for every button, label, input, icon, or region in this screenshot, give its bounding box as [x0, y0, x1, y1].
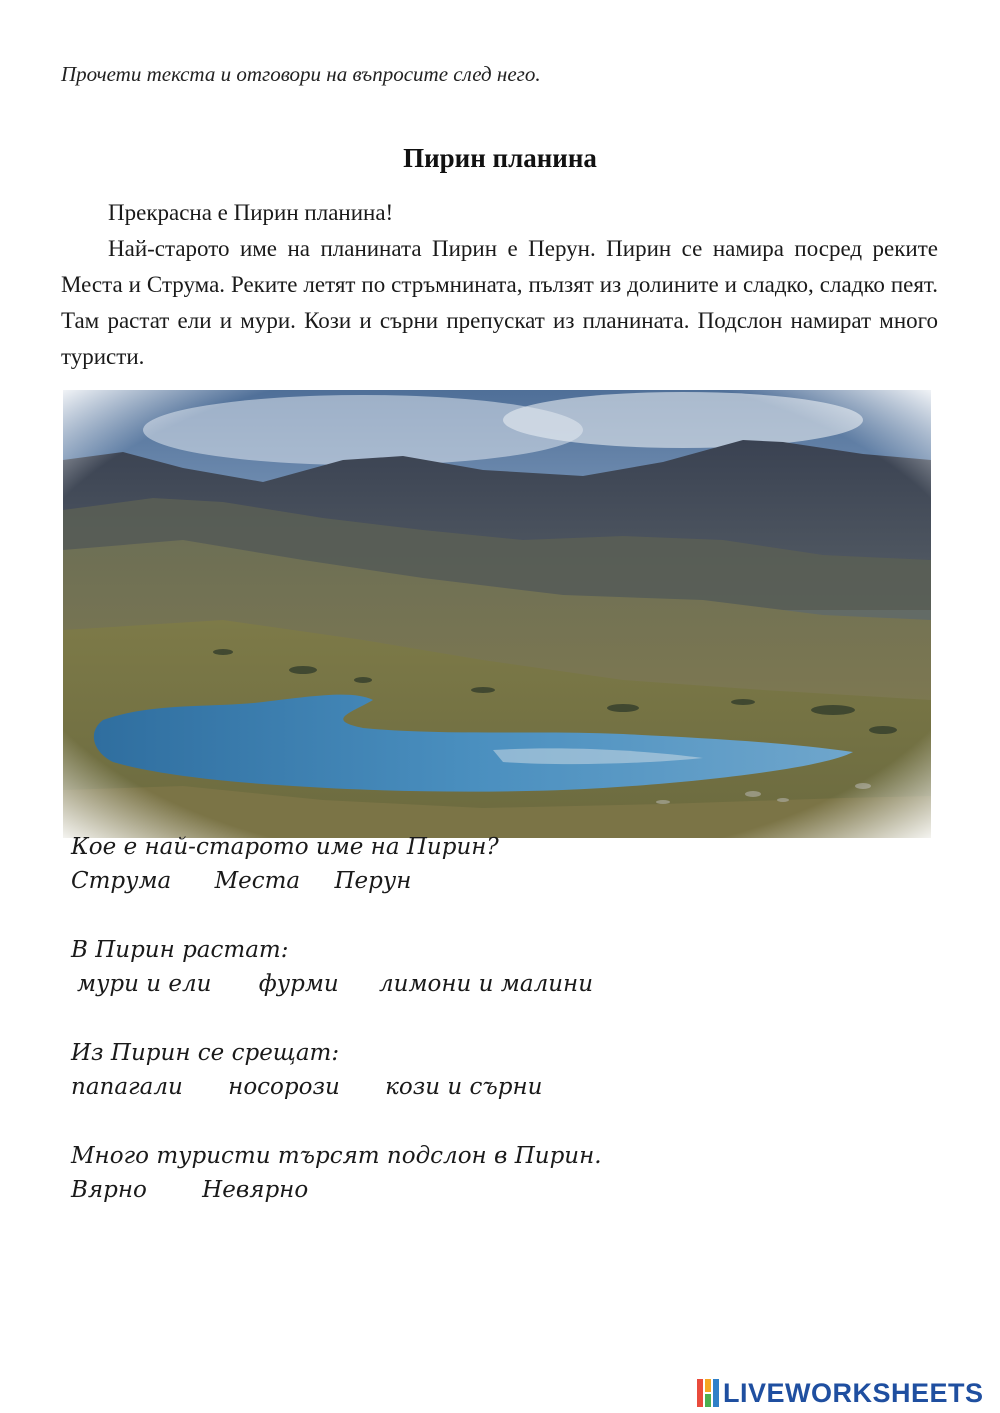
answer-options	[71, 864, 499, 898]
answer-option[interactable]: папагали	[71, 1074, 183, 1100]
pirin-landscape-photo	[63, 390, 931, 838]
story-paragraph-2: Най-старото име на планината Пирин е Перун. Пирин се намира посред реките Места и Струма. Реките летят по стръмнината, пълзят из долините и сладко, сладко пеят. Там растат ели и мури. Кози и сърни препускат из планината. Подслон намират много туристи.	[61, 236, 938, 369]
story-text	[61, 195, 938, 375]
answer-option[interactable]: Невярно	[202, 1177, 309, 1203]
answer-options	[71, 1070, 542, 1104]
question-3	[71, 1036, 542, 1104]
instruction-text: Прочети текста и отговори на въпросите след него.	[61, 62, 541, 86]
question-text: Кое е най-старото име на Пирин?	[71, 834, 499, 860]
question-text: В Пирин растат:	[71, 937, 289, 963]
answer-options	[71, 967, 593, 1001]
question-text: Из Пирин се срещат:	[71, 1040, 340, 1066]
liveworksheets-logo	[697, 1376, 984, 1410]
question-1	[71, 830, 499, 898]
answer-option[interactable]: фурми	[258, 971, 339, 997]
question-4	[71, 1139, 602, 1207]
answer-option[interactable]: Перун	[334, 868, 412, 894]
answer-option[interactable]: носорози	[228, 1074, 340, 1100]
story-paragraph-1: Прекрасна е Пирин планина!	[108, 200, 394, 225]
answer-option[interactable]: Места	[214, 868, 301, 894]
page-title: Пирин планина	[403, 143, 597, 173]
question-2	[71, 933, 593, 1001]
answer-option[interactable]: кози и сърни	[385, 1074, 543, 1100]
answer-option[interactable]: Вярно	[71, 1177, 147, 1203]
answer-option[interactable]: мури и ели	[77, 971, 212, 997]
answer-options	[71, 1173, 602, 1207]
question-text: Много туристи търсят подслон в Пирин.	[71, 1143, 602, 1169]
answer-option[interactable]: лимони и малини	[379, 971, 594, 997]
liveworksheets-logo-icon	[697, 1379, 719, 1407]
answer-option[interactable]: Струма	[71, 868, 172, 894]
liveworksheets-brand-text: LIVEWORKSHEETS	[723, 1377, 984, 1408]
